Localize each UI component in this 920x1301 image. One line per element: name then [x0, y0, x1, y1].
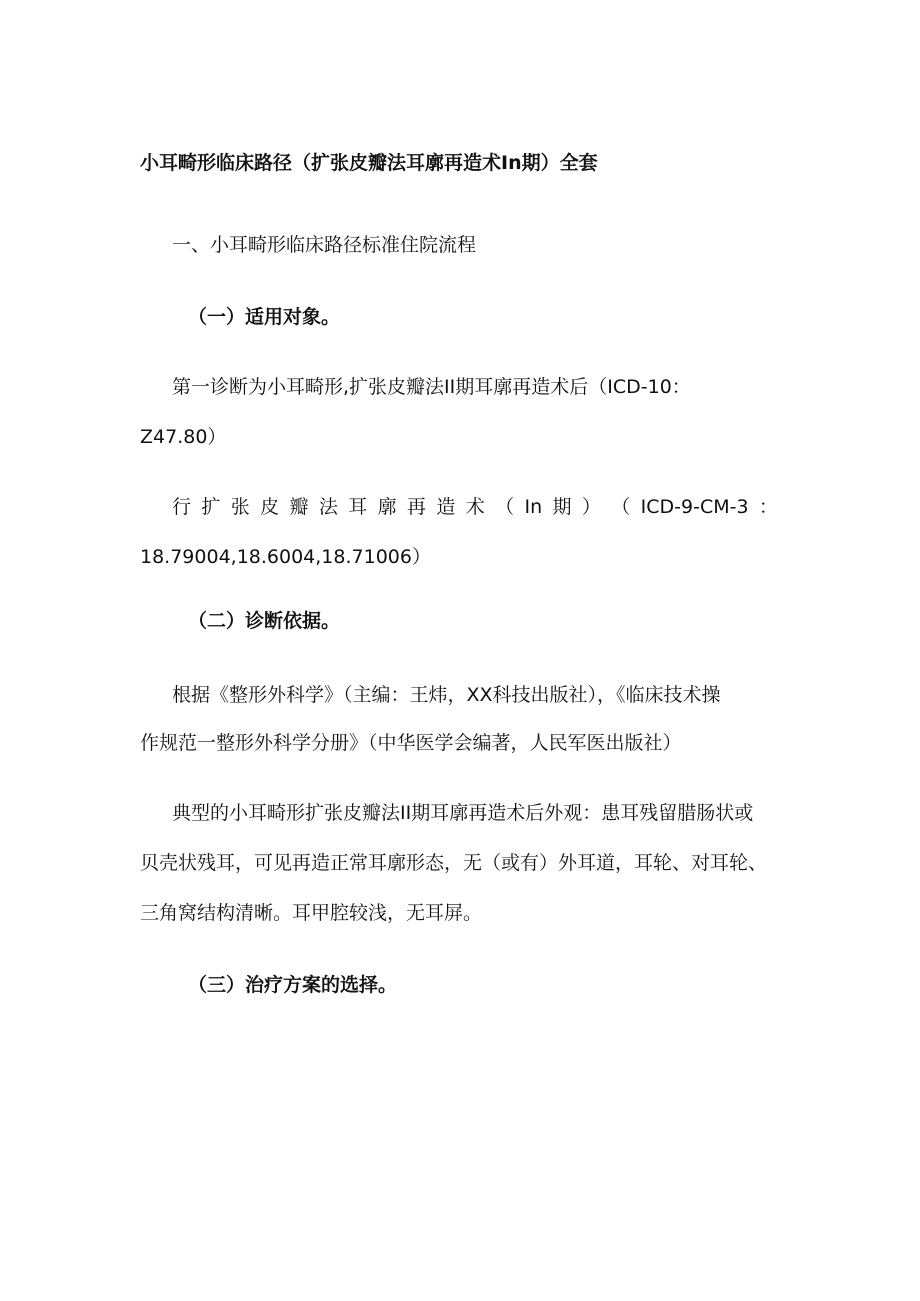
para2-char: In — [524, 496, 543, 518]
paragraph-1-line-2: Z47.80） — [140, 426, 227, 448]
para2-char: 扩 — [201, 496, 221, 518]
paragraph-3-line-1: 根据《整形外科学》（主编：王炜，XX科技出版社），《临床技术操 — [172, 684, 721, 706]
para2-char: 再 — [407, 496, 427, 518]
document-title: 小耳畸形临床路径（扩张皮瓣法耳廓再造术In期）全套 — [140, 152, 598, 174]
subsection-heading-1: （一）适用对象。 — [188, 306, 341, 328]
subsection-heading-3: （三）治疗方案的选择。 — [188, 974, 398, 996]
para2-char: 张 — [230, 496, 250, 518]
para2-char: 廓 — [377, 496, 397, 518]
para2-char: ICD-9-CM-3 — [640, 496, 749, 518]
para2-char: 瓣 — [289, 496, 309, 518]
para2-char: ） — [581, 496, 601, 518]
para2-char: 行 — [172, 496, 192, 518]
paragraph-4-line-3: 三角窝结构清晰。耳甲腔较浅，无耳屏。 — [140, 902, 483, 924]
para2-char: （ — [495, 496, 515, 518]
para2-char: （ — [611, 496, 631, 518]
paragraph-4-line-2: 贝壳状残耳，可见再造正常耳廓形态，无（或有）外耳道，耳轮、对耳轮、 — [140, 852, 768, 874]
para2-char: 皮 — [260, 496, 280, 518]
para2-char: 造 — [436, 496, 456, 518]
para2-char: ： — [758, 496, 778, 518]
para2-char: 法 — [318, 496, 338, 518]
paragraph-4-line-1: 典型的小耳畸形扩张皮瓣法II期耳廓再造术后外观：患耳残留腊肠状或 — [172, 802, 754, 824]
para2-char: 期 — [552, 496, 572, 518]
para2-char: 术 — [465, 496, 485, 518]
para2-char: 耳 — [348, 496, 368, 518]
paragraph-2-line-1 — [172, 494, 778, 520]
paragraph-2-line-2: 18.79004,18.6004,18.71006） — [140, 546, 431, 568]
section-heading-1: 一、小耳畸形临床路径标准住院流程 — [172, 234, 477, 256]
subsection-heading-2: （二）诊断依据。 — [188, 610, 341, 632]
paragraph-1-line-1: 第一诊断为小耳畸形,扩张皮瓣法II期耳廓再造术后（ICD-10： — [172, 376, 691, 398]
paragraph-3-line-2: 作规范一整形外科学分册》（中华医学会编著，人民军医出版社） — [140, 732, 682, 754]
